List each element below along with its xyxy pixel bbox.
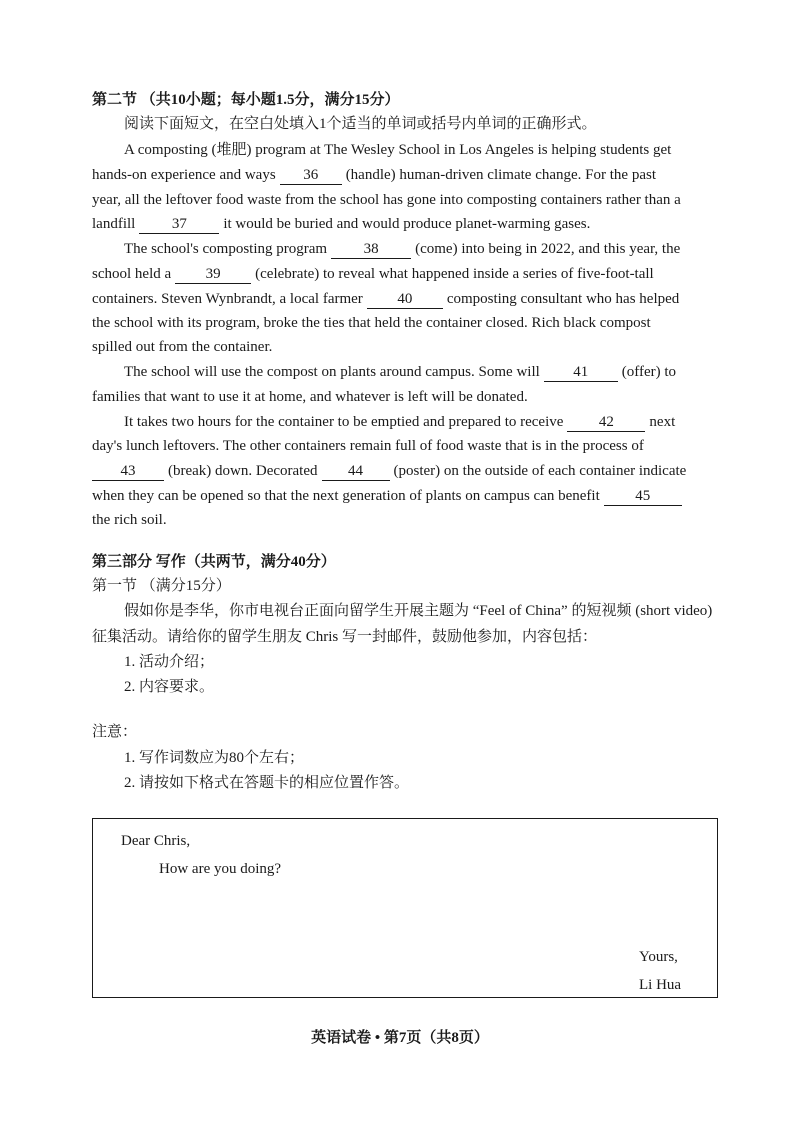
note-label: 注意： <box>92 724 138 740</box>
passage-text: (handle) human-driven climate change. For the past <box>345 167 656 183</box>
passage-text: school held a <box>92 266 172 282</box>
blank-39: 39 <box>175 265 251 284</box>
blank-45: 45 <box>604 487 682 506</box>
letter-opening: How are you doing? <box>159 861 282 877</box>
prompt-item: 2. 内容要求。 <box>124 679 215 695</box>
blank-40: 40 <box>367 290 443 309</box>
passage-text: The school's composting program <box>124 241 328 257</box>
note-item: 1. 写作词数应为80个左右； <box>124 750 305 766</box>
blank-44: 44 <box>322 462 390 481</box>
blank-38: 38 <box>331 240 411 259</box>
note-item: 2. 请按如下格式在答题卡的相应位置作答。 <box>124 775 410 791</box>
passage-line <box>92 165 656 185</box>
passage-line <box>92 264 654 284</box>
passage-line <box>124 239 680 259</box>
passage-text: next <box>649 414 676 430</box>
letter-closing: Yours, <box>639 949 678 965</box>
passage-line: spilled out from the container. <box>92 339 273 355</box>
passage-line <box>92 214 590 234</box>
passage-line <box>92 486 686 506</box>
writing-prompt: 假如你是李华，你市电视台正面向留学生开展主题为 “Feel of China” 的短视频 (short video) <box>124 603 713 619</box>
writing-prompt: 征集活动。请给你的留学生朋友 Chris 写一封邮件，鼓励他参加，内容包括： <box>92 629 598 645</box>
passage-text: hands-on experience and ways <box>92 167 276 183</box>
letter-greeting: Dear Chris, <box>121 833 191 849</box>
passage-line: families that want to use it at home, and whatever is left will be donated. <box>92 389 528 405</box>
blank-43: 43 <box>92 462 164 481</box>
passage-text: (celebrate) to reveal what happened inside a series of five-foot-tall <box>255 266 654 282</box>
passage-text: when they can be opened so that the next generation of plants on campus can benefit <box>92 488 600 504</box>
section-instruction: 阅读下面短文，在空白处填入1个适当的单词或括号内单词的正确形式。 <box>124 116 597 132</box>
blank-37: 37 <box>139 215 219 234</box>
passage-text: containers. Steven Wynbrandt, a local farmer <box>92 291 363 307</box>
passage-text: It takes two hours for the container to be emptied and prepared to receive <box>124 414 564 430</box>
passage-text: (come) into being in 2022, and this year, the <box>415 241 681 257</box>
passage-line: year, all the leftover food waste from the school has gone into composting containers rather than a <box>92 192 681 208</box>
passage-text: it would be buried and would produce planet-warming gases. <box>223 216 591 232</box>
blank-36: 36 <box>280 166 342 185</box>
prompt-item: 1. 活动介绍； <box>124 654 215 670</box>
part3-subtitle: 第一节 （满分15分） <box>92 578 231 594</box>
blank-42: 42 <box>567 413 645 432</box>
passage-line: A composting (堆肥) program at The Wesley School in Los Angeles is helping students get <box>124 142 672 158</box>
passage-line <box>92 461 686 481</box>
passage-line: day's lunch leftovers. The other containers remain full of food waste that is in the process of <box>92 438 644 454</box>
passage-line: the school with its program, broke the ties that held the container closed. Rich black compost <box>92 315 651 331</box>
passage-line <box>92 289 679 309</box>
passage-line <box>124 412 675 432</box>
passage-text: The school will use the compost on plants around campus. Some will <box>124 364 540 380</box>
letter-format-box <box>92 818 718 998</box>
blank-41: 41 <box>544 363 618 382</box>
passage-text: (break) down. Decorated <box>168 463 318 479</box>
passage-line: the rich soil. <box>92 512 167 528</box>
section-title: 第二节 （共10小题；每小题1.5分，满分15分） <box>92 92 400 108</box>
passage-text: landfill <box>92 216 136 232</box>
page-footer: 英语试卷 • 第7页（共8页） <box>311 1030 489 1046</box>
passage-text: (offer) to <box>621 364 677 380</box>
passage-line <box>124 362 676 382</box>
passage-text: composting consultant who has helped <box>446 291 680 307</box>
passage-text: (poster) on the outside of each container indicate <box>393 463 687 479</box>
letter-signature: Li Hua <box>639 977 682 993</box>
part3-title: 第三部分 写作（共两节，满分40分） <box>92 554 336 570</box>
